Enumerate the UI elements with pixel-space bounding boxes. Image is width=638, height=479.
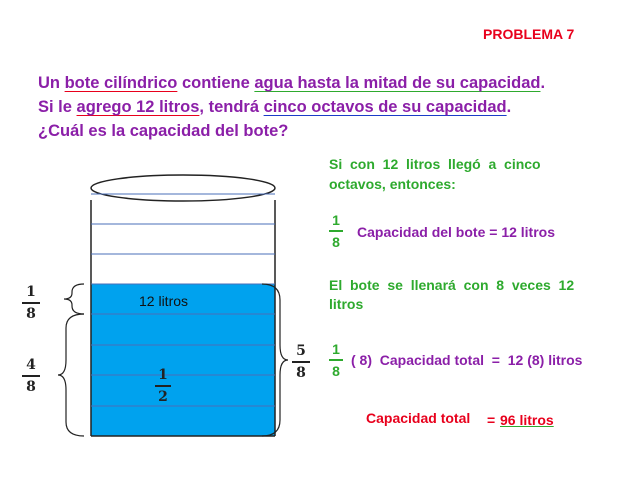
- fraction-bar: [329, 359, 343, 361]
- added-liters-label: 12 litros: [139, 293, 189, 309]
- left-fraction-eighth: [22, 284, 40, 322]
- numerator: 5: [296, 343, 306, 359]
- left-fraction-four-eighths: [22, 357, 40, 395]
- numerator: 1: [332, 212, 340, 228]
- inner-fraction-half: [155, 367, 171, 405]
- fraction-bar: [22, 302, 40, 304]
- text: contiene: [177, 74, 255, 92]
- left-brace-eighth: [64, 284, 84, 314]
- denominator: 8: [26, 305, 36, 322]
- numerator: 1: [158, 367, 168, 383]
- underlined-phrase: agua hasta la mitad de su capacidad: [254, 74, 541, 92]
- cylinder-top-rim: [91, 175, 275, 201]
- numerator: 1: [26, 284, 36, 300]
- numerator: 4: [26, 357, 36, 373]
- left-brace-half: [58, 314, 84, 436]
- denominator: 8: [26, 378, 36, 395]
- result-label: Capacidad total: [366, 410, 471, 426]
- solution-line-3: El bote se llenará con 8 veces 12: [329, 277, 575, 293]
- equation-1: Capacidad del bote = 12 litros: [357, 224, 556, 240]
- denominator: 2: [158, 388, 168, 405]
- underlined-phrase: bote cilíndrico: [64, 74, 178, 92]
- text: .: [506, 98, 512, 116]
- solution-fraction-1: [329, 212, 343, 250]
- underlined-phrase: cinco octavos de su capacidad: [263, 98, 507, 116]
- problem-line-3: ¿Cuál es la capacidad del bote?: [38, 122, 289, 140]
- underlined-phrase: agrego 12 litros: [76, 98, 200, 116]
- denominator: 8: [296, 364, 306, 381]
- right-fraction-five-eighths: [292, 343, 310, 381]
- equation-2: ( 8) Capacidad total = 12 (8) litros: [351, 352, 583, 368]
- solution-line-4: litros: [329, 296, 364, 312]
- solution-line-2: octavos, entonces:: [329, 176, 456, 192]
- solution-fraction-2: [329, 341, 343, 379]
- fraction-bar: [292, 361, 310, 363]
- result-equals: =: [487, 412, 496, 428]
- numerator: 1: [332, 341, 340, 357]
- denominator: 8: [332, 233, 340, 250]
- fraction-bar: [22, 375, 40, 377]
- text: , tendrá: [199, 98, 264, 116]
- fraction-bar: [329, 230, 343, 232]
- denominator: 8: [332, 362, 340, 379]
- result-value: 96 litros: [500, 412, 554, 428]
- fraction-bar: [155, 385, 171, 387]
- text: .: [540, 74, 546, 92]
- text: Un: [38, 74, 65, 92]
- text: Si le: [38, 98, 77, 116]
- problem-title: PROBLEMA 7: [483, 26, 575, 42]
- solution-line-1: Si con 12 litros llegó a cinco: [329, 156, 541, 172]
